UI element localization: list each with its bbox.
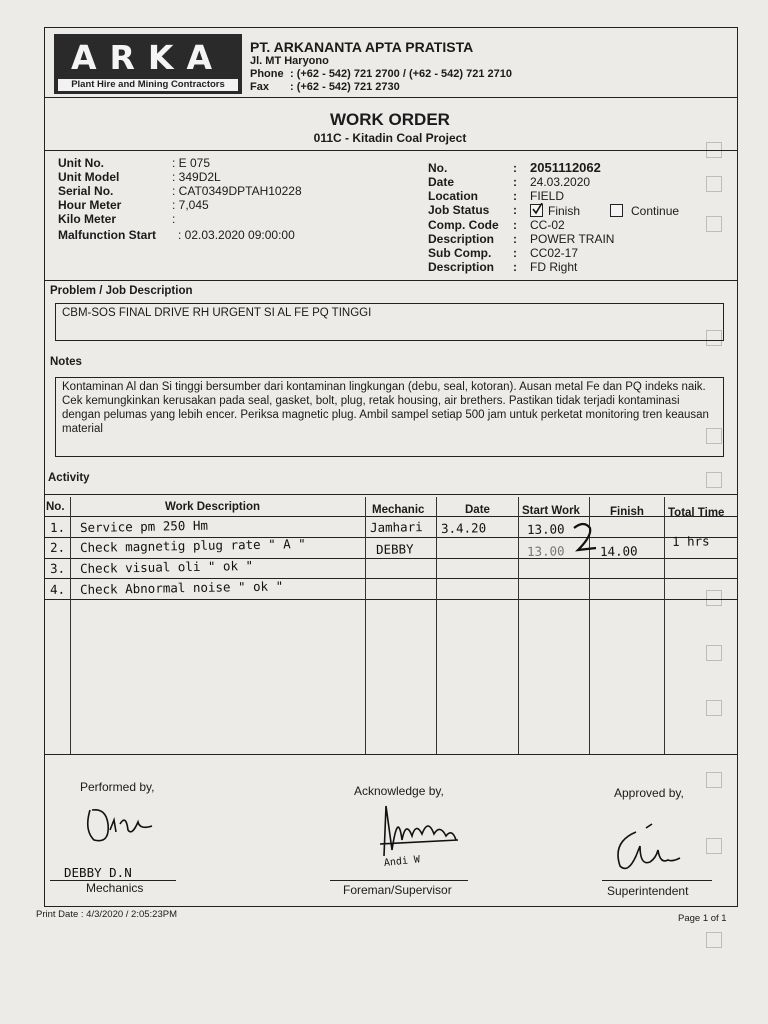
problem-description-text: CBM-SOS FINAL DRIVE RH URGENT SI AL FE PQ TINGGI <box>62 307 372 319</box>
colon: : <box>513 203 517 217</box>
row-3-work: Check visual oli " ok " <box>79 557 254 576</box>
superintendent-signature <box>606 822 686 878</box>
performed-by-label: Performed by, <box>80 780 155 794</box>
malfunction-start-label: Malfunction Start <box>58 228 156 242</box>
colon: : <box>513 161 517 175</box>
arka-logo <box>54 34 242 94</box>
table-rule <box>44 578 738 579</box>
kilo-meter-label: Kilo Meter <box>58 212 117 226</box>
table-column-rule <box>365 497 366 754</box>
activity-top-rule <box>44 494 738 495</box>
colon: : <box>513 218 517 232</box>
notes-text: Kontaminan Al dan Si tinggi bersumber dari kontaminan lingkungan (debu, seal, kotoran). Ausan metal Fe dan PQ indeks naik. Cek kemungkinkan kerusakan pada seal, gasket, bolt, plug, retak housing, air brethers. Pastikan tidak terjadi kontaminasi dengan pelumas yang lebih encer. Periksa magnetic plug. Ambil sampel setiap 500 jam untuk perketat monitoring tren keausan material <box>62 381 709 435</box>
title-divider <box>44 150 738 151</box>
colon: : <box>513 232 517 246</box>
location-value: FIELD <box>530 189 565 203</box>
mechanics-label: Mechanics <box>86 881 144 895</box>
company-address: Jl. MT Haryono <box>250 55 329 67</box>
unit-model-value: : 349D2L <box>172 170 221 184</box>
fax-value: : (+62 - 542) 721 2730 <box>290 81 400 93</box>
colon: : <box>513 246 517 260</box>
header-divider <box>44 97 738 98</box>
row-4-no: 4. <box>49 581 66 597</box>
colon: : <box>513 175 517 189</box>
table-column-rule <box>436 497 437 754</box>
fax-label: Fax <box>250 81 269 93</box>
serial-no-label: Serial No. <box>58 184 114 198</box>
hour-meter-value: : 7,045 <box>172 198 209 212</box>
unit-model-label: Unit Model <box>58 170 120 184</box>
sub-description-value: FD Right <box>530 260 578 274</box>
row-2-work: Check magnetig plug rate " A " <box>79 536 306 555</box>
continue-option-label: Continue <box>631 204 680 218</box>
work-order-sheet <box>44 27 738 907</box>
page-number: Page 1 of 1 <box>678 913 727 924</box>
finish-checkbox[interactable] <box>530 204 543 217</box>
row-1-start: 13.00 <box>526 521 565 537</box>
row-1-total: 1 hrs <box>671 533 710 549</box>
notes-heading: Notes <box>50 356 82 368</box>
row-1-work: Service pm 250 Hm <box>79 517 209 535</box>
col-start-work: Start Work <box>522 505 580 517</box>
malfunction-start-value: : 02.03.2020 09:00:00 <box>178 228 295 242</box>
col-no: No. <box>46 501 65 513</box>
table-column-rule <box>70 497 71 754</box>
foreman-signature-line <box>330 880 468 881</box>
document-title: WORK ORDER <box>330 110 450 129</box>
col-date: Date <box>465 504 490 516</box>
sub-comp-label: Sub Comp. <box>428 246 492 260</box>
location-label: Location <box>428 189 478 203</box>
superintendent-label: Superintendent <box>607 884 689 898</box>
hour-meter-label: Hour Meter <box>58 198 122 212</box>
order-date-value: 24.03.2020 <box>530 175 591 189</box>
row-1-date: 3.4.20 <box>440 520 487 536</box>
finish-option-label: Finish <box>548 204 581 218</box>
mechanic-name: DEBBY D.N <box>64 865 132 880</box>
acknowledge-by-label: Acknowledge by, <box>354 784 444 798</box>
row-2-start: 13.00 <box>526 543 565 559</box>
serial-no-value: : CAT0349DPTAH10228 <box>172 184 302 198</box>
table-bottom-rule <box>44 754 738 755</box>
col-mechanic: Mechanic <box>372 504 425 516</box>
continue-checkbox[interactable] <box>610 204 623 217</box>
company-name: PT. ARKANANTA APTA PRATISTA <box>250 39 474 55</box>
handwritten-bracket-mark <box>566 520 606 558</box>
problem-description-box <box>55 303 724 341</box>
phone-label: Phone <box>250 68 284 80</box>
job-status-label: Job Status <box>428 203 490 217</box>
unit-no-label: Unit No. <box>58 156 104 170</box>
notes-box <box>55 377 724 457</box>
order-date-label: Date <box>428 175 455 189</box>
approved-by-label: Approved by, <box>614 786 684 800</box>
sub-comp-value: CC02-17 <box>530 246 579 260</box>
row-1-no: 1. <box>49 519 66 535</box>
project-name: 011C - Kitadin Coal Project <box>313 131 467 145</box>
table-column-rule <box>518 497 519 754</box>
table-rule <box>44 599 738 600</box>
check-mark-icon <box>531 203 543 215</box>
table-rule <box>44 516 738 517</box>
comp-code-label: Comp. Code <box>428 218 499 232</box>
logo-tagline: Plant Hire and Mining Contractors <box>58 79 238 91</box>
problem-heading: Problem / Job Description <box>50 285 193 297</box>
row-1-mechanic: Jamhari <box>369 519 423 535</box>
colon: : <box>513 260 517 274</box>
row-2-no: 2. <box>49 539 66 555</box>
foreman-supervisor-label: Foreman/Supervisor <box>343 883 452 897</box>
row-2-finish: 14.00 <box>599 543 638 559</box>
row-4-work: Check Abnormal noise " ok " <box>79 578 284 597</box>
col-work-description: Work Description <box>165 501 260 513</box>
logo-text: ARKA <box>70 38 226 77</box>
superintendent-signature-line <box>602 880 712 881</box>
order-no-label: No. <box>428 161 448 175</box>
comp-code-value: CC-02 <box>530 218 565 232</box>
sub-description-label: Description <box>428 260 495 274</box>
col-total-time: Total Time <box>668 507 725 519</box>
activity-heading: Activity <box>48 472 90 484</box>
description-label: Description <box>428 232 495 246</box>
foreman-signature <box>372 800 462 862</box>
order-no-value: 2051112062 <box>530 160 601 175</box>
description-value: POWER TRAIN <box>530 232 615 246</box>
print-date: Print Date : 4/3/2020 / 2:05:23PM <box>36 909 178 920</box>
table-column-rule <box>664 497 665 754</box>
kilo-meter-value: : <box>172 212 176 226</box>
unit-no-value: : E 075 <box>172 156 211 170</box>
col-finish: Finish <box>610 506 644 518</box>
info-divider <box>44 280 738 281</box>
phone-value: : (+62 - 542) 721 2700 / (+62 - 542) 721 2710 <box>290 68 512 80</box>
row-2-mechanic: DEBBY <box>375 541 414 557</box>
mechanic-signature <box>80 800 160 848</box>
colon: : <box>513 189 517 203</box>
foreman-name: Andi W <box>383 854 421 869</box>
row-3-no: 3. <box>49 560 66 576</box>
